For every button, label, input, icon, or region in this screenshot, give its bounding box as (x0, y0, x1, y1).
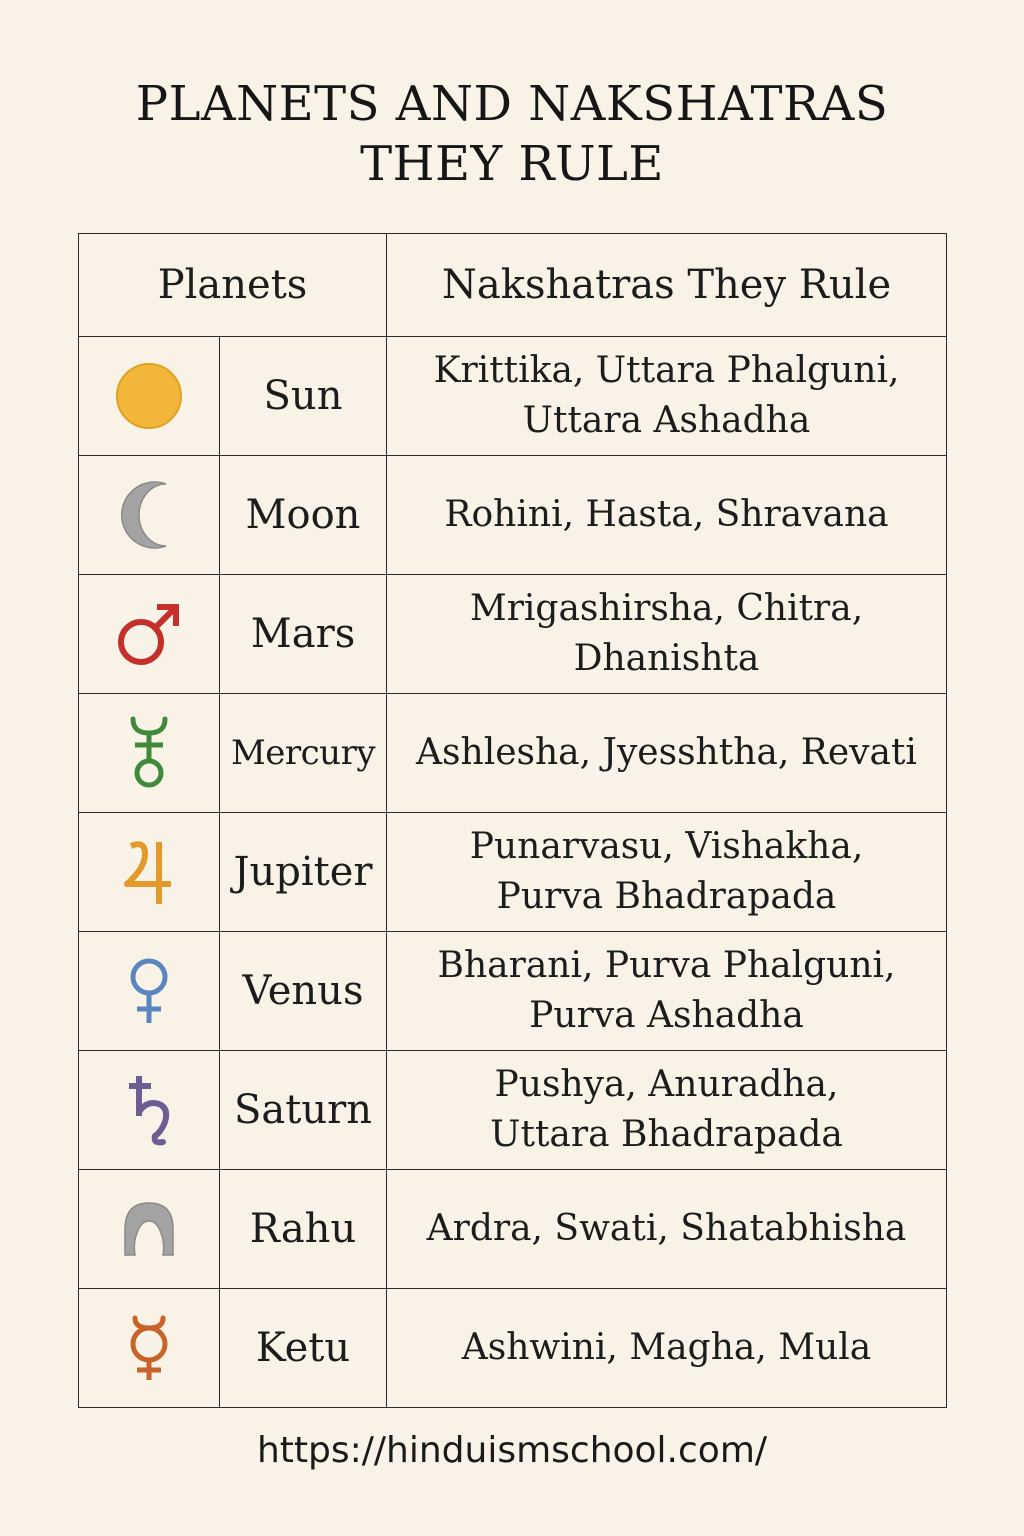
nakshatras-ketu (387, 1289, 947, 1408)
nakshatras-moon (387, 456, 947, 575)
planet-name-rahu: Rahu (220, 1170, 387, 1289)
nakshatras-line: Ashwini, Magha, Mula (461, 1327, 872, 1368)
nakshatras-jupiter (387, 813, 947, 932)
nakshatras-line: Bharani, Purva Phalguni, (437, 945, 896, 986)
nakshatras-mars (387, 575, 947, 694)
table-row-venus (79, 932, 947, 1051)
nakshatras-line: Mrigashirsha, Chitra, (469, 588, 864, 629)
table-row-mercury (79, 694, 947, 813)
planet-name-jupiter: Jupiter (220, 813, 387, 932)
nakshatras-line: Purva Bhadrapada (496, 876, 837, 917)
nakshatras-venus (387, 932, 947, 1051)
nakshatras-line: Krittika, Uttara Phalguni, (433, 350, 900, 391)
nakshatras-mercury (387, 694, 947, 813)
mars-icon (113, 598, 185, 670)
nakshatras-line: Uttara Ashadha (522, 400, 811, 441)
nakshatras-sun (387, 337, 947, 456)
nakshatras-line: Ashlesha, Jyesshtha, Revati (416, 732, 917, 773)
table-row-jupiter (79, 813, 947, 932)
nakshatras-line: Dhanishta (573, 638, 760, 679)
planets-nakshatras-table (78, 233, 947, 1408)
table-row-rahu (79, 1170, 947, 1289)
page-title (0, 74, 1024, 194)
planet-name-sun: Sun (220, 337, 387, 456)
nakshatras-line: Rohini, Hasta, Shravana (444, 494, 889, 535)
nakshatras-rahu (387, 1170, 947, 1289)
title-line-1: PLANETS AND NAKSHATRAS (135, 76, 889, 132)
table-header-row (79, 234, 947, 337)
planet-name-moon: Moon (220, 456, 387, 575)
nakshatras-line: Ardra, Swati, Shatabhisha (426, 1208, 907, 1249)
site-url: https://hinduismschool.com/ (256, 1430, 768, 1471)
table-row-moon (79, 456, 947, 575)
table-row-mars (79, 575, 947, 694)
planet-name-mars: Mars (220, 575, 387, 694)
planet-name-venus: Venus (220, 932, 387, 1051)
planet-name-mercury: Mercury (220, 694, 387, 813)
table-row-ketu (79, 1289, 947, 1408)
jupiter-icon (121, 836, 177, 908)
title-line-2: THEY RULE (360, 136, 664, 192)
rahu-icon (119, 1197, 179, 1261)
nakshatras-line: Pushya, Anuradha, (494, 1064, 839, 1105)
moon-icon (114, 478, 184, 552)
table-row-sun (79, 337, 947, 456)
mercury-icon (119, 715, 179, 791)
table-row-saturn (79, 1051, 947, 1170)
venus-icon (121, 955, 177, 1027)
header-planets: Planets (79, 234, 387, 337)
nakshatras-line: Punarvasu, Vishakha, (469, 826, 864, 867)
ketu-icon (119, 1312, 179, 1384)
planet-name-saturn: Saturn (220, 1051, 387, 1170)
header-nakshatras: Nakshatras They Rule (387, 234, 947, 337)
nakshatras-line: Uttara Bhadrapada (490, 1114, 843, 1155)
saturn-icon (121, 1072, 177, 1148)
planet-name-ketu: Ketu (220, 1289, 387, 1408)
nakshatras-line: Purva Ashadha (529, 995, 804, 1036)
nakshatras-saturn (387, 1051, 947, 1170)
sun-icon (114, 361, 184, 431)
